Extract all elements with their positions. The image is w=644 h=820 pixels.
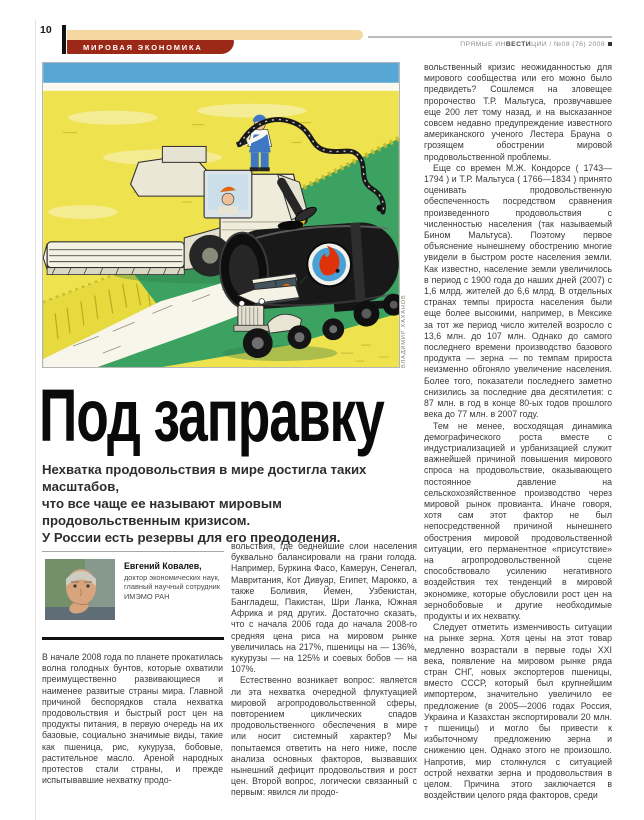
paragraph: Тем не менее, восходящая динамика демографического роста вместе с индустриализацией и урбанизацией служит важнейшей причиной повышения мирового спроса на продовольствие, оказывающего постоянное давление на сельскохозяйственное производство через мировой рынок провианта. Иначе говоря, хотя сам этот фактор не был непосредственной причиной нынешнего обострения мировой продовольственной ситуации, его перманентное «присутствие» на агропродовольственной сцене способствовало усилению негативного воздействия тех тенденций в мировой экономике, которые обусловили рост цен на зернобобовые и другие необходимые продукты и их нехватку. <box>424 420 612 621</box>
page-edge-line <box>35 20 36 820</box>
header-tan-band <box>67 30 363 40</box>
author-rule-bottom <box>42 637 224 640</box>
body-column-left <box>42 652 223 786</box>
lead-line: У России есть резервы для его преодоления. <box>42 530 341 545</box>
paragraph: Естественно возникает вопрос: является ли эта нехватка очередной флуктуацией мировой агропродовольственной сферы, повторением циклических спадов продовольственного обеспечения в мире или носит системный характер? Мы попытаемся ответить на него ниже, после анализа основных факторов, вызвавших нынешний дефицит продовольствия и рост цен. Второй вопрос, логически связанный с первым: явился ли продо- <box>231 675 417 798</box>
issue-prefix: ПРЯМЫЕ ИН <box>460 41 506 48</box>
lead-line: Нехватка продовольствия в мире достигла таких масштабов, <box>42 462 367 494</box>
cartoon-scene <box>43 63 399 367</box>
issue-label <box>460 41 612 48</box>
paragraph: вольствия, где беднейшие слои населения буквально балансировали на грани голода. Например, Буркина Фасо, Камерун, Сенегал, Мавритания, Кот Дивуар, Египет, Марокко, а также Боливия, Йемен, Узбекистан, Бангладеш, Пакистан, Шри Ланка, Южная Африка и ряд других. Достаточно сказать, что с начала 2006 года до начала 2008-го средняя цена риса на мировом рынке увеличилась на 217%, пшеницы на — 136%, кукурузы — на 125% и соевых бобов — на 107%. <box>231 541 417 675</box>
headlight <box>259 299 265 305</box>
header-divider-bar <box>62 25 66 54</box>
paragraph: Следует отметить изменчивость ситуации на рынке зерна. Хотя цены на этот товар медленно возрастали в первые годы XXI века, появление на мировом рынке ряда стран СНГ, новых экспортеров пшеницы, вместо СССР, который был крупнейшим импортером, значительно увеличило ее предложение (в 2005—2006 годах Россия, Украина и Казахстан экспортировали 20 млн. т пшеницы) и могло бы привести к избыточному предложению зерна и снижению цен. Однако этого не произошло. Напротив, мир столкнулся с ситуацией острой нехватки зерна и продовольствия в целом. Причина этого заключается в воздействии целого ряда факторов, среди <box>424 622 612 801</box>
issue-suffix: ЦИИ / №08 (76) 2008 <box>531 41 605 48</box>
body-column-right <box>424 62 612 801</box>
author-role: главный научный сотрудник <box>124 582 221 592</box>
section-badge: МИРОВАЯ ЭКОНОМИКА <box>67 40 234 54</box>
sky <box>43 63 399 95</box>
cartoon-illustration <box>42 62 400 368</box>
headlight <box>239 301 245 307</box>
author-name: Евгений Ковалев, <box>124 561 202 571</box>
paragraph: В начале 2008 года по планете прокатилась волна голодных бунтов, которые охватили преимущественно развивающиеся и наименее развитые страны мира. Главной причиной беспорядков стала нехватка продовольствия и быстрый рост цен на продукты питания, в первую очередь на их базовые, социально значимые виды, такие как пшеница, рис, кукуруза, бобовые, растительное масло. Ареной народных протестов стали страны, и прежде испытывавшие нехватку продо- <box>42 652 223 786</box>
author-role: ИМЭМО РАН <box>124 591 170 601</box>
header-rule <box>368 36 612 38</box>
author-role: доктор экономических наук, <box>124 573 220 582</box>
body-column-middle <box>231 541 417 799</box>
article-headline: Под заправку <box>39 374 384 457</box>
issue-bold: ВЕСТИ <box>505 41 532 48</box>
issue-end-square <box>608 42 612 46</box>
author-photo <box>45 559 115 620</box>
article-lead <box>42 461 422 546</box>
paragraph: вольственный кризис неожиданностью для мирового сообщества или его можно было предвидеть? Сошлемся на зловещее пророчество Т.Р. Мальтуса, прозвучавшее еще 200 лет тому назад, и на высказанное совсем недавно предупреждение известного американского ученого Лестера Брауна о грозящем обострении мировой продовольственной проблемы. <box>424 62 612 162</box>
author-info <box>124 561 224 601</box>
illustrator-credit: ВЛАДИМИР ХАХАНОВ <box>401 294 407 368</box>
page-number: 10 <box>40 24 52 36</box>
lead-line: что все чаще ее называют мировым продовольственным кризисом. <box>42 496 282 528</box>
author-rule-top <box>42 551 224 552</box>
paragraph: Еще со времен М.Ж. Кондорсе ( 1743—1794 ) и Т.Р. Мальтуса ( 1766—1834 ) принято оценивать продовольственную обеспеченность посредством сравнения произведенного продовольствия с численностью населения (так называемый Бином Мальтуса). Поэтому первое объяснение нынешнему обострению многие увидели в быстром росте населения земли. Как известно, население земли увеличилось в период с 1900 года до наших дней (2007) с 1,6 млрд. жителей до 6,6 млрд. В отдельных странах темпы прироста населения были еще более высокими, например, в Мексике за тот же период число жителей возросло с 13,6 млн. до 107 млн. Однако до самого последнего времени производство базового продукта — зерна — по темпам прироста неизменно обгоняло увеличение населения. Более того, показатели последнего заметно снизились за последние два десятилетия: с 87 млн. в год в конце 80-ых годов прошлого века до 77 млн. в 2007 году. <box>424 162 612 420</box>
